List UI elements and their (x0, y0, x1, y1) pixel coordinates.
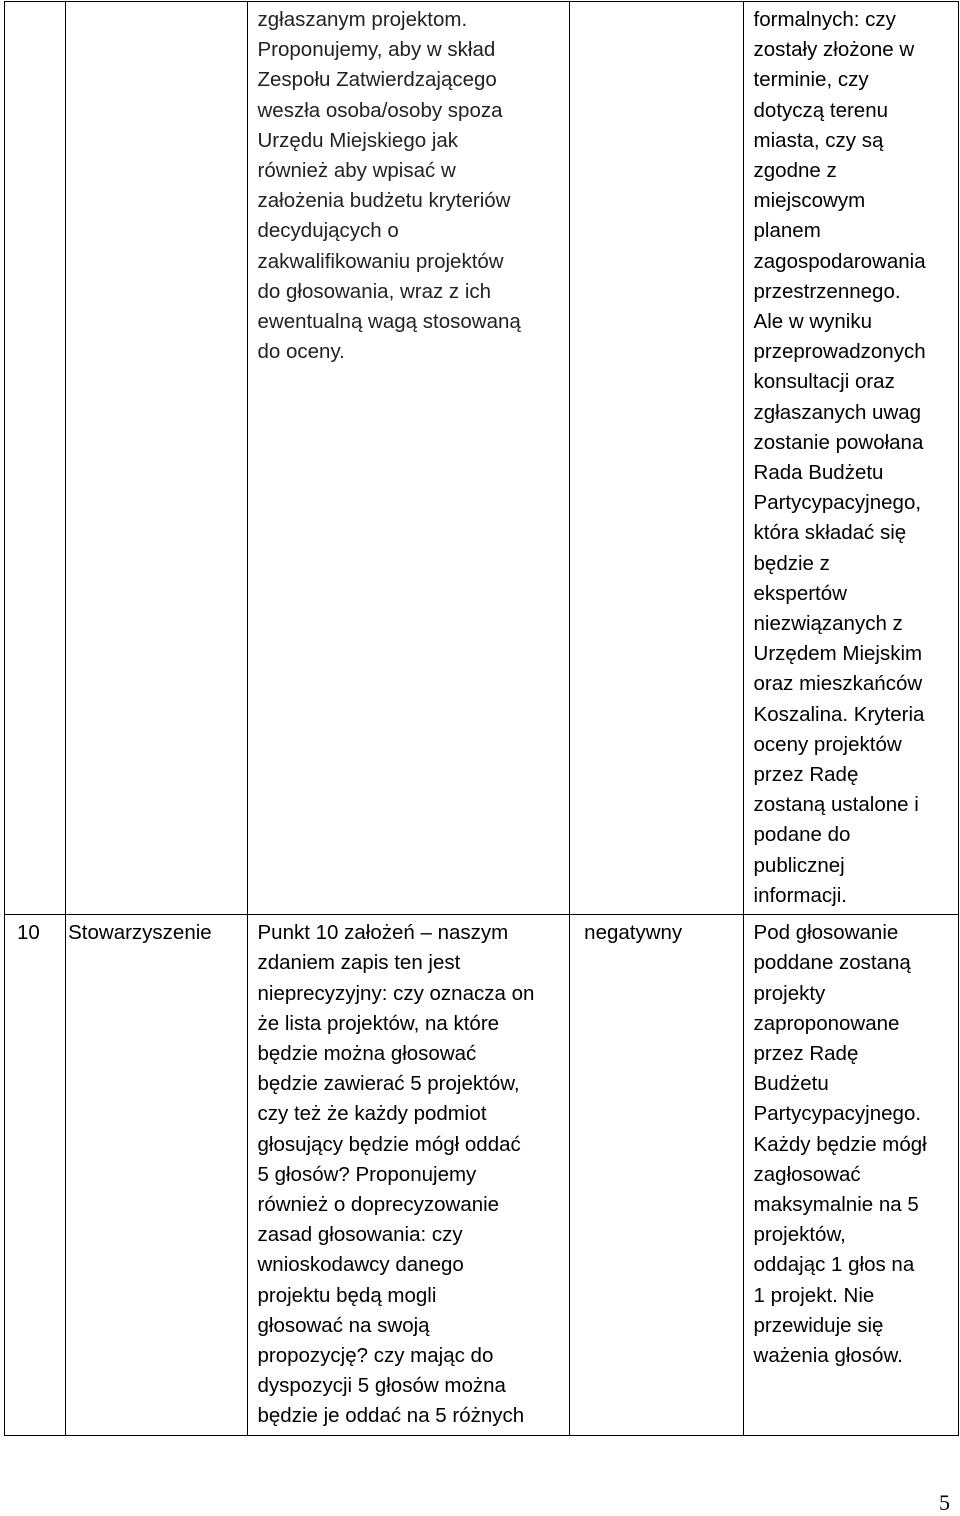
status (570, 2, 742, 8)
text-line: głosujący będzie mógł oddać (257, 1132, 521, 1156)
text-line: zostaną ustalone i (753, 793, 919, 817)
text-line: która składać się (753, 521, 907, 545)
organization-cell (66, 915, 247, 1435)
row-number: 10 (17, 921, 40, 945)
text-line: 1 projekt. Nie (753, 1283, 875, 1307)
remark-text (248, 2, 570, 370)
text-line: maksymalnie na 5 (753, 1192, 919, 1216)
text-line: Rada Budżetu (753, 461, 884, 485)
status-cell (570, 2, 743, 915)
text-line: czy też że każdy podmiot (257, 1102, 487, 1126)
text-line: będzie można głosować (257, 1041, 477, 1065)
remark-text (248, 915, 570, 1434)
answer-text (744, 915, 958, 1374)
text-line: konsultacji oraz (753, 370, 895, 394)
status-cell (570, 915, 743, 1435)
text-line: miasta, czy są (753, 128, 884, 152)
text-line: przewiduje się (753, 1313, 884, 1337)
text-line: weszła osoba/osoby spoza (257, 98, 503, 122)
row-number-cell (5, 915, 66, 1435)
row-number-cell (5, 2, 66, 915)
text-line: również o doprecyzowanie (257, 1192, 500, 1216)
text-line: podane do (753, 823, 851, 847)
text-line: wnioskodawcy danego (257, 1253, 464, 1277)
text-line: głosować na swoją (257, 1313, 430, 1337)
text-line: 5 głosów? Proponujemy (257, 1162, 477, 1186)
text-line: zagospodarowania (753, 249, 926, 273)
text-line: niezwiązanych z (753, 612, 903, 636)
text-line: miejscowym (753, 189, 866, 213)
text-line: przestrzennego. (753, 279, 901, 303)
text-line: zgłaszanym projektom. (257, 8, 468, 31)
text-line: informacji. (753, 883, 847, 907)
row-number (5, 2, 65, 8)
remark-cell (247, 915, 570, 1435)
remark-cell (247, 2, 570, 915)
page-number: 5 (939, 1490, 950, 1515)
text-line: Partycypacyjnego. (753, 1102, 922, 1126)
text-line: zasad głosowania: czy (257, 1223, 463, 1247)
text-line: dyspozycji 5 głosów można (257, 1374, 506, 1398)
text-line: ewentualną wagą stosowaną (257, 310, 521, 334)
text-line: przeprowadzonych (753, 340, 926, 364)
organization-cell (66, 2, 247, 915)
text-line: terminie, czy (753, 68, 869, 92)
text-line: Koszalina. Kryteria (753, 702, 925, 726)
text-line: ważenia głosów. (753, 1343, 903, 1367)
text-line: do oceny. (257, 340, 345, 364)
text-line: będzie zawierać 5 projektów, (257, 1072, 520, 1096)
text-line: Partycypacyjnego, (753, 491, 922, 515)
text-line: Punkt 10 założeń – naszym (257, 921, 509, 945)
text-line: zaproponowane (753, 1011, 900, 1035)
text-line: Budżetu (753, 1072, 829, 1096)
text-line: poddane zostaną (753, 951, 911, 975)
text-line: Zespołu Zatwierdzającego (257, 68, 497, 92)
text-line: planem (753, 219, 821, 243)
text-line: propozycję? czy mając do (257, 1343, 494, 1367)
answer-cell (743, 915, 958, 1435)
table-row (5, 2, 959, 915)
organization (66, 2, 246, 8)
text-line: że lista projektów, na które (257, 1011, 500, 1035)
text-line: Pod głosowanie (753, 921, 899, 945)
text-line: przez Radę (753, 1041, 859, 1065)
text-line: Proponujemy, aby w skład (257, 38, 496, 62)
text-line: będzie z (753, 551, 830, 575)
text-line: również aby wpisać w (257, 159, 456, 183)
text-line: zostały złożone w (753, 38, 915, 62)
answer-text (744, 2, 958, 914)
text-line: Każdy będzie mógł (753, 1132, 927, 1156)
text-line: nieprecyzyjny: czy oznacza on (257, 981, 535, 1005)
text-line: Urzędem Miejskim (753, 642, 923, 666)
text-line: projektu będą mogli (257, 1283, 437, 1307)
organization: Stowarzyszenie (68, 921, 212, 945)
text-line: zagłosować (753, 1162, 861, 1186)
text-line: Urzędu Miejskiego jak (257, 128, 459, 152)
text-line: zakwalifikowaniu projektów (257, 249, 504, 273)
table-row (5, 915, 959, 1435)
text-line: dotyczą terenu (753, 98, 889, 122)
text-line: przez Radę (753, 763, 859, 787)
text-line: Ale w wyniku (753, 310, 873, 334)
text-line: oddając 1 głos na (753, 1253, 915, 1277)
text-line: do głosowania, wraz z ich (257, 279, 492, 303)
text-line: zdaniem zapis ten jest (257, 951, 461, 975)
text-line: oraz mieszkańców (753, 672, 923, 696)
answer-cell (743, 2, 958, 915)
text-line: decydujących o (257, 219, 399, 243)
text-line: założenia budżetu kryteriów (257, 189, 511, 213)
text-line: formalnych: czy (753, 8, 896, 31)
text-line: zostanie powołana (753, 430, 924, 454)
text-line: projektów, (753, 1223, 846, 1247)
consultation-table (4, 1, 959, 1436)
text-line: projekty (753, 981, 826, 1005)
text-line: zgłaszanych uwag (753, 400, 922, 424)
text-line: będzie je oddać na 5 różnych (257, 1404, 525, 1428)
status: negatywny (584, 921, 683, 945)
text-line: oceny projektów (753, 732, 902, 756)
text-line: publicznej (753, 853, 845, 877)
text-line: zgodne z (753, 159, 837, 183)
text-line: ekspertów (753, 581, 847, 605)
